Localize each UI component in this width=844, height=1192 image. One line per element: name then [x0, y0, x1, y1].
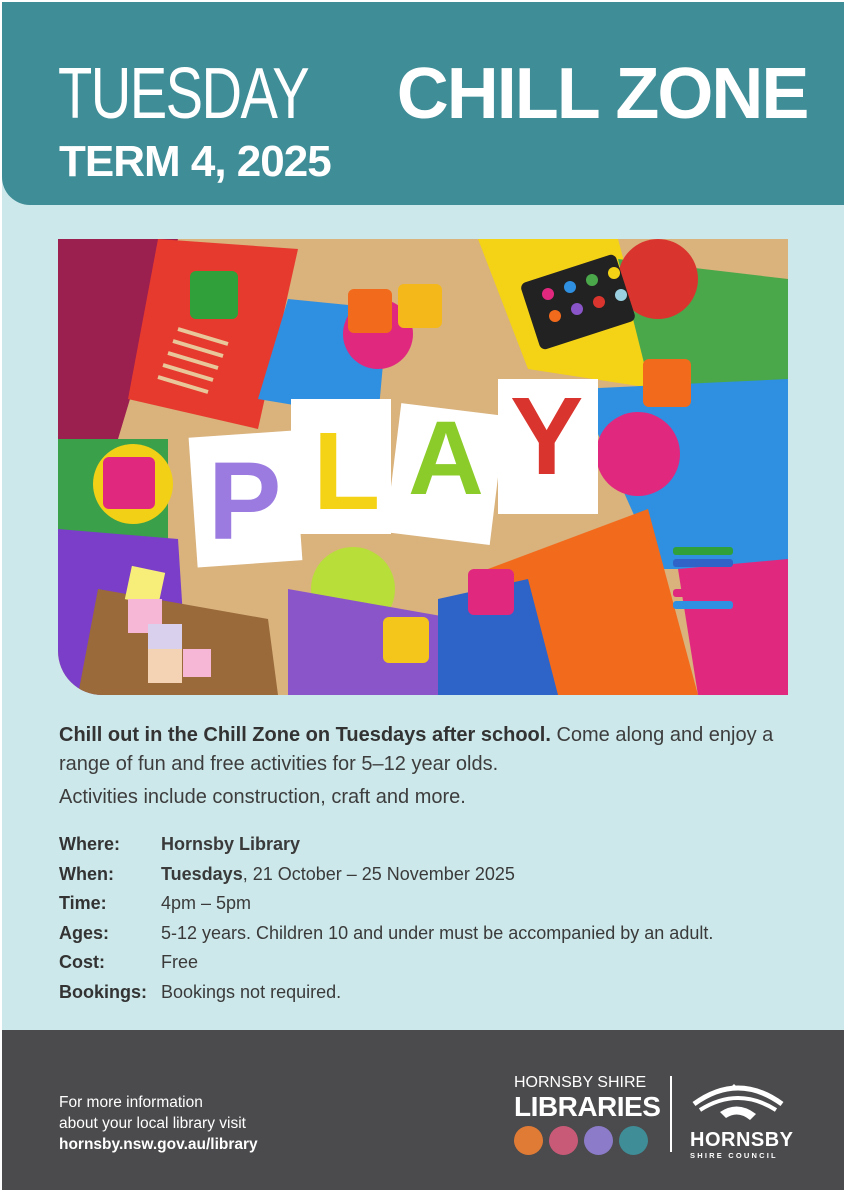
detail-value: Hornsby Library [161, 834, 301, 855]
letter-p: P [208, 440, 282, 563]
council-logo [690, 1074, 800, 1160]
title-bold: CHILL ZONE [396, 54, 808, 134]
council-emblem-icon [690, 1074, 786, 1122]
detail-label: Time: [59, 893, 107, 914]
footer-line1: For more information [59, 1094, 203, 1111]
purple-dot-icon [584, 1126, 613, 1155]
letter-a: A [408, 400, 484, 517]
pink-dot-icon [549, 1126, 578, 1155]
detail-value: Free [161, 952, 199, 973]
logo-divider [670, 1076, 672, 1152]
council-name: HORNSBY [690, 1129, 794, 1151]
flyer-page [2, 2, 844, 1190]
page-subtitle: TERM 4, 2025 [59, 137, 331, 186]
detail-row-ages [59, 919, 799, 949]
libraries-logo-top: HORNSBY SHIRE [514, 1074, 647, 1091]
detail-label: Bookings: [59, 981, 147, 1002]
intro-text [59, 721, 789, 816]
libraries-logo-main: LIBRARIES [514, 1091, 661, 1122]
hero-photo [58, 239, 788, 695]
detail-row-bookings [59, 978, 799, 1008]
footer [2, 1030, 844, 1190]
libraries-logo [514, 1074, 661, 1155]
footer-info [59, 1092, 258, 1155]
footer-line2: about your local library visit [59, 1115, 246, 1132]
intro-paragraph [59, 721, 789, 779]
teal-dot-icon [619, 1126, 648, 1155]
letter-l: L [313, 410, 381, 533]
page-title [58, 52, 807, 136]
detail-row-cost [59, 948, 799, 978]
detail-label: Ages: [59, 922, 110, 943]
intro-lead: Chill out in the Chill Zone on Tuesdays after school. [59, 724, 551, 746]
detail-label: Where: [59, 834, 121, 855]
detail-row-where [59, 830, 799, 860]
play-craft-illustration [58, 239, 788, 695]
detail-label: When: [59, 863, 114, 884]
detail-value: Tuesdays, 21 October – 25 November 2025 [161, 863, 515, 884]
detail-value: 4pm – 5pm [161, 893, 252, 914]
event-details [59, 830, 799, 1007]
header-banner [2, 2, 844, 205]
orange-dot-icon [514, 1126, 543, 1155]
footer-url-link[interactable]: hornsby.nsw.gov.au/library [59, 1136, 258, 1153]
detail-row-when [59, 860, 799, 890]
detail-label: Cost: [59, 952, 105, 973]
detail-value: Bookings not required. [161, 981, 342, 1002]
intro-activities: Activities include construction, craft and more. [59, 786, 466, 808]
intro-lead-rest: Come along and enjoy a range of fun and free activities for 5–12 year olds. [59, 724, 774, 775]
libraries-logo-dots [514, 1126, 654, 1155]
council-sub: SHIRE COUNCIL [690, 1151, 778, 1160]
letter-y: Y [510, 375, 584, 498]
detail-value: 5-12 years. Children 10 and under must be accompanied by an adult. [161, 922, 714, 943]
detail-row-time [59, 889, 799, 919]
title-light: TUESDAY [58, 54, 309, 134]
